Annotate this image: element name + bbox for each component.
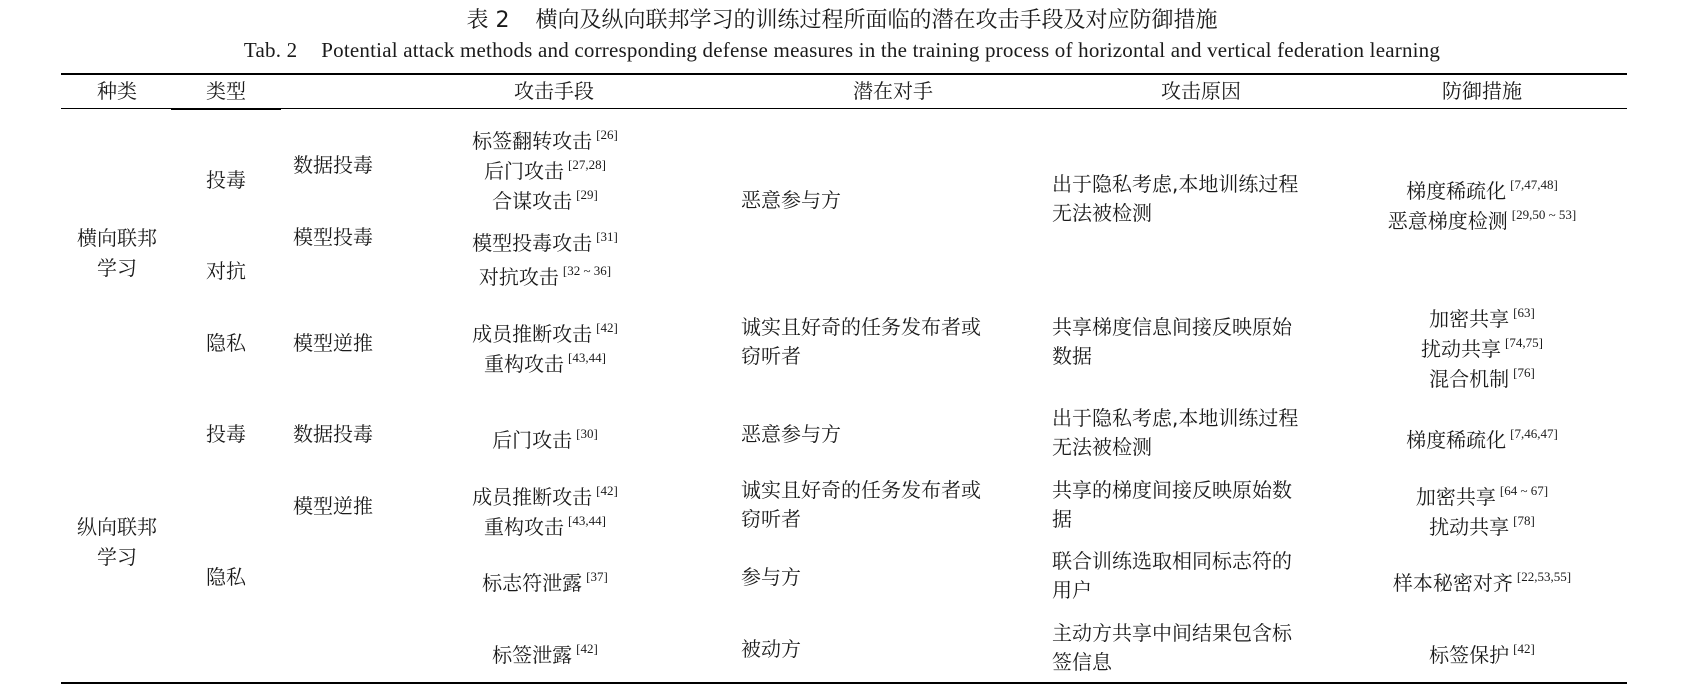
table-type-subrule <box>171 108 281 110</box>
attack-backdoor-vertical: 后门攻击 [30] <box>492 426 598 452</box>
type-privacy-horizontal: 隐私 <box>206 331 246 355</box>
subtype-model-inversion-vertical: 模型逆推 <box>293 494 373 518</box>
table-title-cn: 横向及纵向联邦学习的训练过程所面临的潜在攻击手段及对应防御措施 <box>535 8 1218 33</box>
table-title-en: Potential attack methods and corresponding defense measures in the training process of horizontal and vertical federation learning <box>321 38 1441 62</box>
defense-encrypted-sharing-vertical: 加密共享 [64 ~ 67] <box>1415 483 1549 509</box>
table-caption-cn <box>0 3 1684 34</box>
subtype-model-poison-horizontal: 模型投毒 <box>293 225 373 249</box>
attack-label-flip: 标签翻转攻击 [26] <box>472 127 618 153</box>
reason-gradient-leak-vertical: 共享的梯度间接反映原始数 据 <box>1052 478 1292 531</box>
reason-local-undetected-vertical: 出于隐私考虑,本地训练过程 无法被检测 <box>1052 406 1299 459</box>
defense-malicious-gradient-detection: 恶意梯度检测 [29,50 ~ 53] <box>1387 207 1577 233</box>
type-poison-horizontal: 投毒 <box>206 168 246 192</box>
defense-gradient-sparsification-vertical: 梯度稀疏化 [7,46,47] <box>1406 426 1558 452</box>
type-privacy-vertical: 隐私 <box>206 565 246 589</box>
attack-model-poison: 模型投毒攻击 [31] <box>472 229 618 255</box>
type-poison-vertical: 投毒 <box>206 422 246 446</box>
defense-hybrid-mechanism: 混合机制 [76] <box>1429 365 1535 391</box>
defense-label-protection: 标签保护 [42] <box>1429 641 1535 667</box>
adversary-honest-curious: 诚实且好奇的任务发布者或 窃听者 <box>741 315 981 368</box>
defense-encrypted-sharing: 加密共享 [63] <box>1429 305 1535 331</box>
adversary-participant: 参与方 <box>741 565 801 589</box>
reason-intermediate-label-info: 主动方共享中间结果包含标 签信息 <box>1052 621 1292 674</box>
attack-label-leak: 标签泄露 [42] <box>492 641 598 667</box>
category-horizontal: 横向联邦 学习 <box>77 226 157 280</box>
table-bottom-rule <box>61 682 1627 684</box>
table-header-rule <box>61 108 1627 109</box>
table-caption-en <box>0 38 1684 63</box>
attack-backdoor: 后门攻击 [27,28] <box>484 157 606 183</box>
table-label-cn: 表 2 <box>466 8 510 33</box>
attack-reconstruction: 重构攻击 [43,44] <box>484 350 606 376</box>
defense-private-sample-alignment: 样本秘密对齐 [22,53,55] <box>1392 569 1572 595</box>
table-top-rule <box>61 73 1627 75</box>
attack-identifier-leak: 标志符泄露 [37] <box>482 569 608 595</box>
attack-collusion: 合谋攻击 [29] <box>492 187 598 213</box>
header-category: 种类 <box>97 79 137 103</box>
attack-reconstruction-vertical: 重构攻击 [43,44] <box>484 513 606 539</box>
defense-perturbation-sharing: 扰动共享 [74,75] <box>1421 335 1543 361</box>
adversary-malicious-participant: 恶意参与方 <box>741 188 841 212</box>
attack-adversarial: 对抗攻击 [32 ~ 36] <box>478 263 612 289</box>
reason-local-undetected: 出于隐私考虑,本地训练过程 无法被检测 <box>1052 172 1299 225</box>
header-defense: 防御措施 <box>1442 79 1522 103</box>
header-attack-method: 攻击手段 <box>514 79 594 103</box>
table-label-en: Tab. 2 <box>243 38 298 62</box>
subtype-data-poison-horizontal: 数据投毒 <box>293 153 373 177</box>
defense-perturbation-sharing-vertical: 扰动共享 [78] <box>1429 513 1535 539</box>
adversary-malicious-participant-vertical: 恶意参与方 <box>741 422 841 446</box>
reason-gradient-leak: 共享梯度信息间接反映原始 数据 <box>1052 315 1292 368</box>
header-attack-reason: 攻击原因 <box>1161 79 1241 103</box>
reason-same-identifier: 联合训练选取相同标志符的 用户 <box>1052 549 1292 602</box>
type-adversarial-horizontal: 对抗 <box>206 259 246 283</box>
header-type: 类型 <box>206 79 246 103</box>
adversary-honest-curious-vertical: 诚实且好奇的任务发布者或 窃听者 <box>741 478 981 531</box>
attack-membership-inference: 成员推断攻击 [42] <box>472 320 618 346</box>
attack-membership-inference-vertical: 成员推断攻击 [42] <box>472 483 618 509</box>
defense-gradient-sparsification: 梯度稀疏化 [7,47,48] <box>1406 177 1558 203</box>
category-vertical: 纵向联邦 学习 <box>77 515 157 569</box>
subtype-model-inversion-horizontal: 模型逆推 <box>293 331 373 355</box>
header-adversary: 潜在对手 <box>853 79 933 103</box>
subtype-data-poison-vertical: 数据投毒 <box>293 422 373 446</box>
adversary-passive-party: 被动方 <box>741 637 801 661</box>
